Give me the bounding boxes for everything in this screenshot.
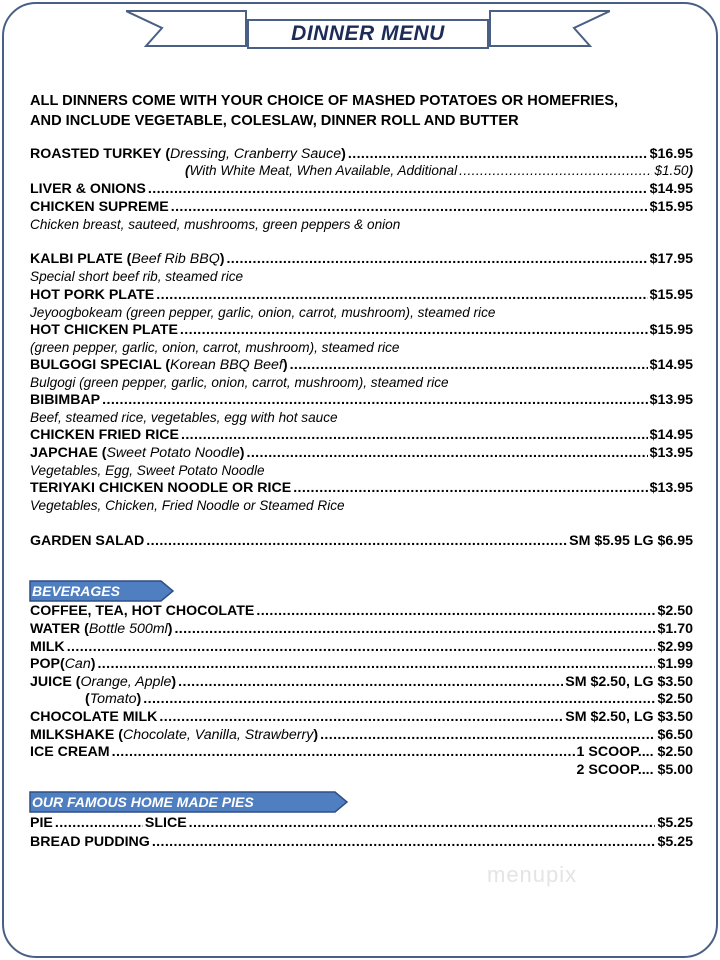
item-label: CHICKEN SUPREME	[30, 199, 169, 215]
item-price: $5.25	[657, 834, 693, 850]
item-label: )	[239, 445, 245, 461]
item-label: KALBI PLATE (	[30, 251, 132, 267]
item-price: $15.95	[649, 322, 693, 338]
menu-item-roasted-turkey	[30, 146, 693, 164]
item-price: $14.95	[649, 427, 693, 443]
item-label	[30, 146, 346, 162]
dot-leader	[152, 834, 656, 850]
item-label: HOT PORK PLATE	[30, 287, 155, 303]
menu-item-water	[30, 621, 693, 639]
dot-leader	[290, 357, 648, 373]
item-description: Special short beef rib, steamed rice	[30, 269, 244, 284]
dot-leader	[148, 181, 648, 197]
item-label: Beef Rib BBQ	[131, 251, 220, 267]
item-label: Orange, Apple	[80, 674, 172, 690]
item-price: $5.25	[657, 815, 693, 831]
menu-item-juice	[30, 674, 693, 692]
item-price: $2.50	[657, 603, 693, 619]
menu-item-liver-onions	[30, 181, 693, 199]
item-price: 1 SCOOP.... $2.50	[576, 744, 693, 760]
item-price: $2.50	[657, 691, 693, 707]
item-label: )	[171, 674, 177, 690]
dot-leader	[189, 815, 656, 831]
item-price	[654, 163, 693, 178]
dot-leader	[247, 445, 648, 461]
dot-leader	[112, 744, 575, 760]
item-price: $2.99	[657, 639, 693, 655]
item-label: POP(	[30, 656, 65, 672]
menu-item-pie-slice	[30, 815, 693, 833]
dot-leader	[174, 621, 655, 637]
intro-line: ALL DINNERS COME WITH YOUR CHOICE OF MASHED POTATOES OR HOMEFRIES,	[30, 93, 619, 109]
item-price: $15.95	[649, 199, 693, 215]
item-label: LIVER & ONIONS	[30, 181, 146, 197]
menu-item-garden-salad	[30, 533, 693, 551]
item-description: Vegetables, Chicken, Fried Noodle or Steamed Rice	[30, 498, 345, 513]
dot-leader	[180, 322, 648, 338]
item-price: $1.99	[657, 656, 693, 672]
menu-item-teriyaki-chicken	[30, 480, 693, 498]
item-label: With White Meat, When Available, Additional	[189, 163, 458, 178]
item-label: SLICE	[144, 815, 187, 831]
dot-leader	[293, 480, 647, 496]
menu-item-chocolate-milk	[30, 709, 693, 727]
menu-item-bibimbap	[30, 392, 693, 410]
item-label: Korean BBQ Beef	[170, 357, 283, 373]
item-label: )	[136, 691, 142, 707]
menu-item-milk	[30, 639, 693, 657]
item-price: $6.50	[657, 727, 693, 743]
item-description: Beef, steamed rice, vegetables, egg with hot sauce	[30, 410, 338, 425]
menu-item-pop	[30, 656, 693, 674]
dot-leader	[102, 392, 647, 408]
item-label: ROASTED TURKEY (	[30, 146, 171, 162]
item-price: $15.95	[649, 287, 693, 303]
menu-item-bread-pudding	[30, 834, 693, 852]
item-price: $13.95	[649, 445, 693, 461]
item-label: )	[341, 146, 346, 162]
item-label: CHOCOLATE MILK	[30, 709, 158, 725]
item-label: (	[85, 691, 90, 707]
item-description: Jeyoogbokeam (green pepper, garlic, onion, carrot, mushroom), steamed rice	[30, 305, 496, 320]
dot-leader	[320, 727, 655, 743]
menu-item-milkshake	[30, 727, 693, 745]
item-label	[185, 163, 457, 178]
item-price: $14.95	[649, 357, 693, 373]
item-label	[30, 674, 176, 690]
dot-leader	[97, 656, 655, 672]
dot-leader	[143, 691, 655, 707]
dot-leader	[178, 674, 563, 690]
item-label: BULGOGI SPECIAL (	[30, 357, 171, 373]
menu-item-ice-cream	[30, 744, 693, 762]
item-label: )	[282, 357, 288, 373]
item-label: HOT CHICKEN PLATE	[30, 322, 178, 338]
item-label: MILKSHAKE (	[30, 727, 124, 743]
dot-leader	[256, 603, 655, 619]
dot-leader	[146, 533, 567, 549]
item-price: $13.95	[649, 480, 693, 496]
item-label: COFFEE, TEA, HOT CHOCOLATE	[30, 603, 255, 619]
item-label	[30, 656, 95, 672]
item-label: (	[185, 163, 190, 178]
intro-text	[30, 91, 700, 131]
item-label: Tomato	[89, 691, 137, 707]
item-description: (green pepper, garlic, onion, carrot, mushroom), steamed rice	[30, 340, 400, 355]
beverages-heading	[29, 580, 175, 602]
item-label: BREAD PUDDING	[30, 834, 150, 850]
item-label: CHICKEN FRIED RICE	[30, 427, 179, 443]
item-price: $16.95	[649, 146, 693, 162]
item-price: $17.95	[649, 251, 693, 267]
item-label: MILK	[30, 639, 65, 655]
menu-item-hot-chicken-plate	[30, 322, 693, 340]
section-heading-label: OUR FAMOUS HOME MADE PIES	[32, 794, 254, 810]
item-price: $14.95	[649, 181, 693, 197]
item-label: JAPCHAE (	[30, 445, 107, 461]
item-price: SM $2.50, LG $3.50	[565, 709, 693, 725]
item-label	[30, 727, 318, 743]
intro-line: AND INCLUDE VEGETABLE, COLESLAW, DINNER ROLL AND BUTTER	[30, 113, 519, 129]
menu-item-chicken-fried-rice	[30, 427, 693, 445]
item-label: Chocolate, Vanilla, Strawberry	[123, 727, 314, 743]
item-price: SM $2.50, LG $3.50	[565, 674, 693, 690]
pies-heading	[29, 791, 349, 813]
item-label: Sweet Potato Noodle	[106, 445, 240, 461]
item-label: $1.50	[654, 163, 689, 178]
dot-leader	[156, 287, 647, 303]
menu-item-bulgogi-special	[30, 357, 693, 375]
menu-item-hot-pork-plate	[30, 287, 693, 305]
menu-item-tomato-juice	[30, 691, 693, 709]
item-label	[30, 251, 224, 267]
item-label: )	[688, 163, 693, 178]
item-label: WATER (	[30, 621, 89, 637]
section-heading-label: BEVERAGES	[32, 583, 120, 599]
item-label: Bottle 500ml	[88, 621, 168, 637]
item-price: 2 SCOOP.... $5.00	[576, 762, 693, 778]
item-description: Chicken breast, sauteed, mushrooms, green peppers & onion	[30, 217, 401, 232]
item-label: )	[219, 251, 225, 267]
menu-item-coffee-tea	[30, 603, 693, 621]
item-price: SM $5.95 LG $6.95	[569, 533, 693, 549]
item-label: Can	[64, 656, 91, 672]
dot-leader	[159, 709, 563, 725]
item-label: Dressing, Cranberry Sauce	[170, 146, 342, 162]
item-price: $13.95	[649, 392, 693, 408]
item-label	[30, 621, 172, 637]
menu-item-kalbi-plate	[30, 251, 693, 269]
item-label: ICE CREAM	[30, 744, 110, 760]
menu-item-japchae	[30, 445, 693, 463]
item-label	[30, 357, 288, 373]
item-label	[85, 691, 141, 707]
item-label: )	[90, 656, 96, 672]
menu-title-banner	[126, 10, 610, 50]
page-title: DINNER MENU	[291, 22, 445, 45]
item-label: TERIYAKI CHICKEN NOODLE OR RICE	[30, 480, 292, 496]
dot-leader	[348, 146, 648, 162]
item-description: Bulgogi (green pepper, garlic, onion, carrot, mushroom), steamed rice	[30, 375, 449, 390]
menu-item-turkey-white-meat	[30, 163, 693, 181]
item-label	[30, 445, 245, 461]
item-label: PIE	[30, 815, 53, 831]
item-description: Vegetables, Egg, Sweet Potato Noodle	[30, 463, 265, 478]
dot-leader	[171, 199, 648, 215]
dot-leader	[459, 163, 652, 178]
dot-leader	[55, 815, 143, 831]
menu-item-chicken-supreme	[30, 199, 693, 217]
item-price: $1.70	[657, 621, 693, 637]
watermark: menupix	[487, 862, 578, 887]
dot-leader	[226, 251, 647, 267]
menu-item-ice-cream-2-scoop	[30, 762, 693, 780]
item-label: BIBIMBAP	[30, 392, 101, 408]
item-label: JUICE (	[30, 674, 81, 690]
dot-leader	[67, 639, 656, 655]
dot-leader	[181, 427, 648, 443]
item-label: )	[313, 727, 319, 743]
item-label: )	[167, 621, 173, 637]
item-label: GARDEN SALAD	[30, 533, 145, 549]
